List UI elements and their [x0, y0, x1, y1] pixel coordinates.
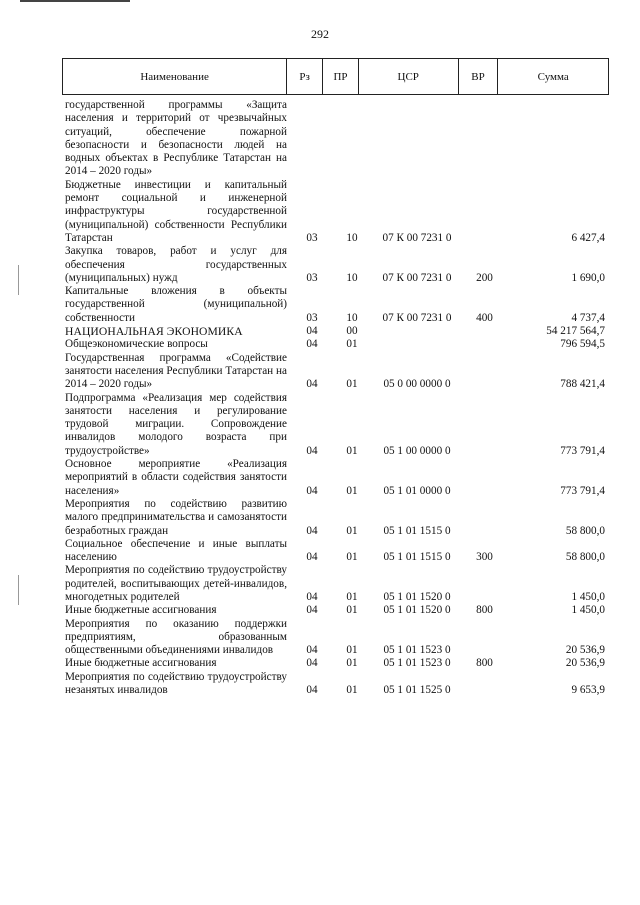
row-csr: 05 1 01 0000 0 [383, 484, 451, 497]
row-pr: 01 [346, 524, 358, 537]
table-row [65, 245, 605, 285]
table-row [65, 179, 605, 245]
row-sum: 773 791,4 [560, 484, 605, 497]
table-row [65, 671, 605, 698]
page-number: 292 [311, 27, 329, 41]
row-pr: 01 [346, 444, 358, 457]
row-rz: 04 [306, 551, 318, 564]
table-row [65, 498, 605, 538]
row-name: Основное мероприятие «Реализация мероприятий в области содействия занятости населения» [65, 458, 287, 497]
row-vr: 800 [476, 604, 493, 617]
row-rz: 03 [306, 231, 318, 244]
row-name: Иные бюджетные ассигнования [65, 657, 217, 670]
row-pr: 10 [346, 231, 358, 244]
row-vr: 800 [476, 657, 493, 670]
table-row [65, 604, 605, 617]
row-name: Подпрограмма «Реализация мер содействия занятости населения и регулирование трудовой миграции. Сопровождение инвалидов молодого возраста при трудоустройстве» [65, 391, 287, 457]
row-name: Капитальные вложения в объекты государственной (муниципальной) собственности [65, 285, 287, 324]
header-vr: ВР [459, 59, 499, 94]
row-csr: 05 1 01 1525 0 [383, 684, 451, 697]
table-body [65, 99, 605, 697]
row-csr: 05 1 01 1520 0 [383, 604, 451, 617]
row-pr: 00 [346, 325, 358, 338]
header-pr: ПР [323, 59, 359, 94]
table-row [65, 285, 605, 325]
row-pr: 01 [346, 378, 358, 391]
row-pr: 01 [346, 657, 358, 670]
row-vr: 400 [476, 311, 493, 324]
row-pr: 01 [346, 604, 358, 617]
table-row [65, 564, 605, 604]
row-rz: 04 [306, 325, 318, 338]
table-row [65, 392, 605, 458]
row-csr: 05 1 01 1515 0 [383, 524, 451, 537]
row-sum: 58 800,0 [565, 524, 605, 537]
table-row [65, 338, 605, 351]
row-pr: 10 [346, 271, 358, 284]
row-rz: 04 [306, 484, 318, 497]
row-pr: 01 [346, 684, 358, 697]
header-sum: Сумма [537, 70, 569, 83]
row-name: Мероприятия по оказанию поддержки предприятиям, образованным общественными объединениями инвалидов [65, 617, 287, 657]
row-name: Бюджетные инвестиции и капитальный ремонт социальной и инженерной инфраструктуры государственной (муниципальной) собственности Республики Татарстан [65, 178, 287, 244]
row-csr: 05 0 00 0000 0 [383, 378, 451, 391]
row-name: Социальное обеспечение и иные выплаты населению [65, 537, 287, 564]
row-vr: 200 [476, 271, 493, 284]
table-row [65, 99, 605, 179]
row-csr: 07 К 00 7231 0 [382, 271, 452, 284]
row-csr: 05 1 00 0000 0 [383, 444, 451, 457]
row-name: Мероприятия по содействию трудоустройству незанятых инвалидов [65, 670, 287, 697]
row-sum: 54 217 564,7 [546, 325, 605, 338]
row-csr: 05 1 01 1520 0 [383, 590, 451, 603]
table-row [65, 657, 605, 670]
row-csr: 07 К 00 7231 0 [382, 311, 452, 324]
row-sum: 20 536,9 [565, 644, 605, 657]
table-row [65, 352, 605, 392]
row-name: Иные бюджетные ассигнования [65, 604, 217, 617]
row-sum: 796 594,5 [560, 338, 605, 351]
row-rz: 03 [306, 311, 318, 324]
row-rz: 04 [306, 657, 318, 670]
row-sum: 1 450,0 [571, 590, 605, 603]
row-rz: 04 [306, 604, 318, 617]
row-name: НАЦИОНАЛЬНАЯ ЭКОНОМИКА [65, 325, 243, 339]
row-name: Государственная программа «Содействие занятости населения Республики Татарстан на 2014 – 2020 годы» [65, 351, 287, 391]
row-rz: 04 [306, 524, 318, 537]
table-row [65, 458, 605, 498]
table-row [65, 325, 605, 338]
row-csr: 05 1 01 1523 0 [383, 644, 451, 657]
row-csr: 05 1 01 1523 0 [383, 657, 451, 670]
row-name: Общеэкономические вопросы [65, 338, 208, 351]
row-name: Мероприятия по содействию развитию малого предпринимательства и самозанятости безработных граждан [65, 497, 287, 537]
row-pr: 01 [346, 590, 358, 603]
row-name: Мероприятия по содействию трудоустройству родителей, воспитывающих детей-инвалидов, многодетных родителей [65, 564, 287, 603]
row-sum: 58 800,0 [565, 551, 605, 564]
row-sum: 9 653,9 [571, 684, 605, 697]
row-sum: 4 737,4 [571, 311, 605, 324]
table-header [62, 58, 609, 95]
header-csr: ЦСР [359, 59, 459, 94]
row-pr: 10 [346, 311, 358, 324]
row-rz: 04 [306, 444, 318, 457]
row-rz: 03 [306, 271, 318, 284]
row-name: Закупка товаров, работ и услуг для обеспечения государственных (муниципальных) нужд [65, 245, 287, 284]
row-pr: 01 [346, 484, 358, 497]
row-sum: 6 427,4 [571, 231, 605, 244]
row-rz: 04 [306, 590, 318, 603]
row-pr: 01 [346, 551, 358, 564]
margin-mark [18, 575, 19, 605]
row-vr: 300 [476, 551, 493, 564]
row-csr: 05 1 01 1515 0 [383, 551, 451, 564]
row-pr: 01 [346, 644, 358, 657]
row-rz: 04 [306, 644, 318, 657]
row-rz: 04 [306, 684, 318, 697]
row-rz: 04 [306, 338, 318, 351]
top-rule [20, 0, 130, 2]
row-sum: 1 450,0 [571, 604, 605, 617]
row-sum: 20 536,9 [565, 657, 605, 670]
table-row [65, 538, 605, 565]
row-sum: 788 421,4 [560, 378, 605, 391]
row-sum: 773 791,4 [560, 444, 605, 457]
header-rz: Рз [287, 59, 323, 94]
row-name: государственной программы «Защита населения и территорий от чрезвычайных ситуаций, обеспечение пожарной безопасности и безопасности людей на водных объектах в Республике Татарстан на 2014 – 2020 годы» [65, 99, 287, 178]
row-sum: 1 690,0 [571, 271, 605, 284]
table-row [65, 618, 605, 658]
row-csr: 07 К 00 7231 0 [382, 231, 452, 244]
header-name: Наименование [63, 59, 287, 94]
margin-mark [18, 265, 19, 295]
row-pr: 01 [346, 338, 358, 351]
row-rz: 04 [306, 378, 318, 391]
